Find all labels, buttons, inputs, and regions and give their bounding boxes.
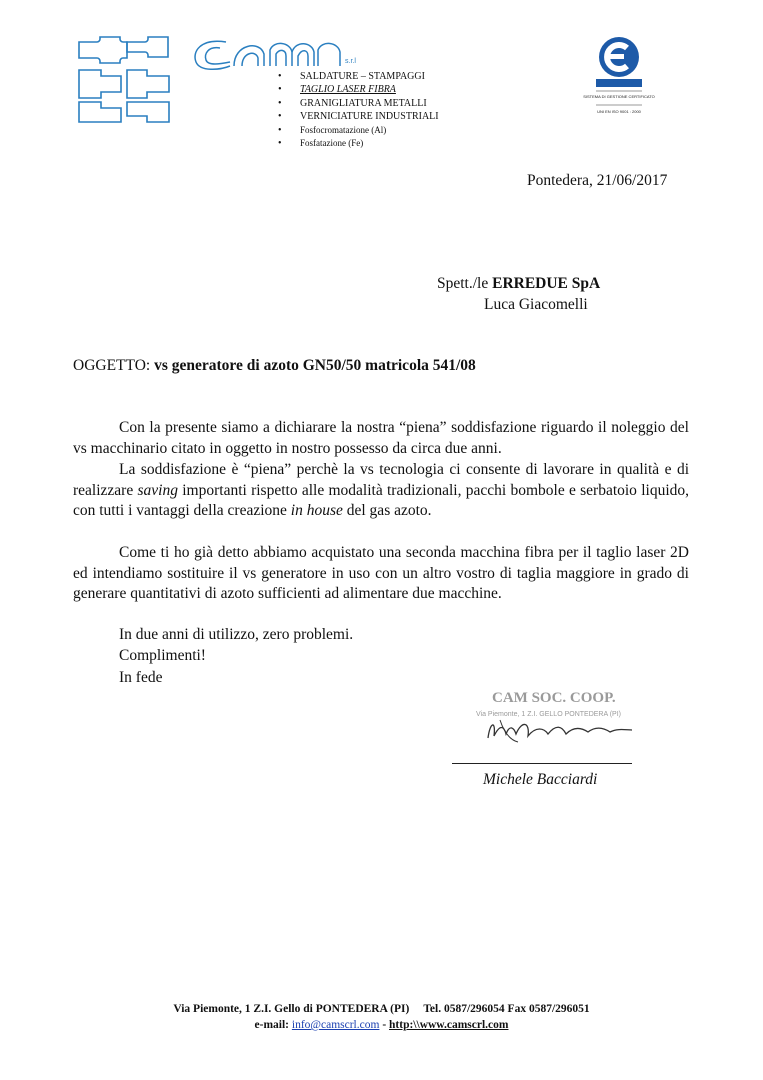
list-item: • Fosfocromatazione (Al) <box>278 124 439 137</box>
recipient-prefix: Spett./le <box>437 275 493 292</box>
closing-salutation: In fede <box>119 669 163 686</box>
email-link[interactable]: info@camscrl.com <box>291 1019 380 1031</box>
body-paragraph <box>73 543 689 605</box>
emphasis-saving: saving <box>137 481 178 499</box>
recipient-person: Luca Giacomelli <box>484 296 588 313</box>
company-stamp-signature <box>470 680 650 750</box>
paragraph-text: La soddisfazione è “piena” perchè la vs tecnologia ci consente di lavorare in qualità e di realizzare <box>73 461 689 499</box>
cert-caption: SISTEMA DI GESTIONE CERTIFICATO <box>583 94 655 99</box>
list-item: • VERNICIATURE INDUSTRIALI <box>278 110 439 123</box>
paragraph-text: Con la presente siamo a dichiarare la nostra “piena” soddisfazione riguardo il noleggio del vs macchinario citato in oggetto in nostro possesso da circa due anni. <box>73 419 689 457</box>
logo-suffix: s.r.l <box>345 58 356 65</box>
list-item: • GRANIGLIATURA METALLI <box>278 97 439 110</box>
recipient-company: ERREDUE SpA <box>492 275 601 292</box>
footer-phone: Tel. 0587/296054 Fax 0587/296051 <box>423 1003 590 1015</box>
paragraph-text: Come ti ho già detto abbiamo acquistato una seconda macchina fibra per il taglio laser 2D ed intendiamo sostituire il vs generatore in uso con un altro vostro di taglia maggiore in grado di generare quantitativi di azoto sufficienti ad alimentare due macchine. <box>73 544 689 602</box>
list-item: • Fosfatazione (Fe) <box>278 137 439 150</box>
cert-logo-text: CERMET <box>604 81 634 88</box>
body-paragraph <box>73 460 689 522</box>
signature-line <box>452 763 632 764</box>
closing-line: Complimenti! <box>119 647 206 664</box>
company-logo-icon <box>75 34 175 126</box>
footer-address-line <box>0 1003 763 1015</box>
certification-badge-icon <box>583 33 655 125</box>
company-wordmark <box>190 34 350 74</box>
signer-name: Michele Bacciardi <box>483 771 598 788</box>
body-paragraph <box>73 418 689 459</box>
recipient-company-line <box>437 275 600 293</box>
list-item: • TAGLIO LASER FIBRA <box>278 83 439 96</box>
footer-contact-line <box>0 1019 763 1031</box>
list-item: • SALDATURE – STAMPAGGI <box>278 70 439 83</box>
subject-label: OGGETTO: <box>73 357 155 374</box>
subject-text: vs generatore di azoto GN50/50 matricola 541/08 <box>154 357 476 374</box>
paragraph-text: del gas azoto. <box>342 502 432 519</box>
stamp-title: CAM SOC. COOP. <box>492 690 616 706</box>
services-list <box>278 70 439 150</box>
email-label: e-mail: <box>254 1019 292 1031</box>
letter-date: Pontedera, 21/06/2017 <box>527 172 668 189</box>
letter-subject <box>73 357 476 375</box>
emphasis-in-house: in house <box>290 502 343 519</box>
website-link[interactable]: http:\\www.camscrl.com <box>389 1019 509 1031</box>
stamp-address: Via Piemonte, 1 Z.I. GELLO PONTEDERA (PI) <box>476 711 621 718</box>
footer-address: Via Piemonte, 1 Z.I. Gello di PONTEDERA (PI) <box>173 1003 410 1015</box>
cert-standard: UNI EN ISO 9001 : 2000 <box>597 109 641 114</box>
paragraph-text: importanti rispetto alle modalità tradizionali, pacchi bombole e serbatoio liquido, con tutti i vantaggi della creazione <box>73 481 690 519</box>
footer-separator: - <box>379 1019 390 1031</box>
closing-line: In due anni di utilizzo, zero problemi. <box>119 626 354 643</box>
